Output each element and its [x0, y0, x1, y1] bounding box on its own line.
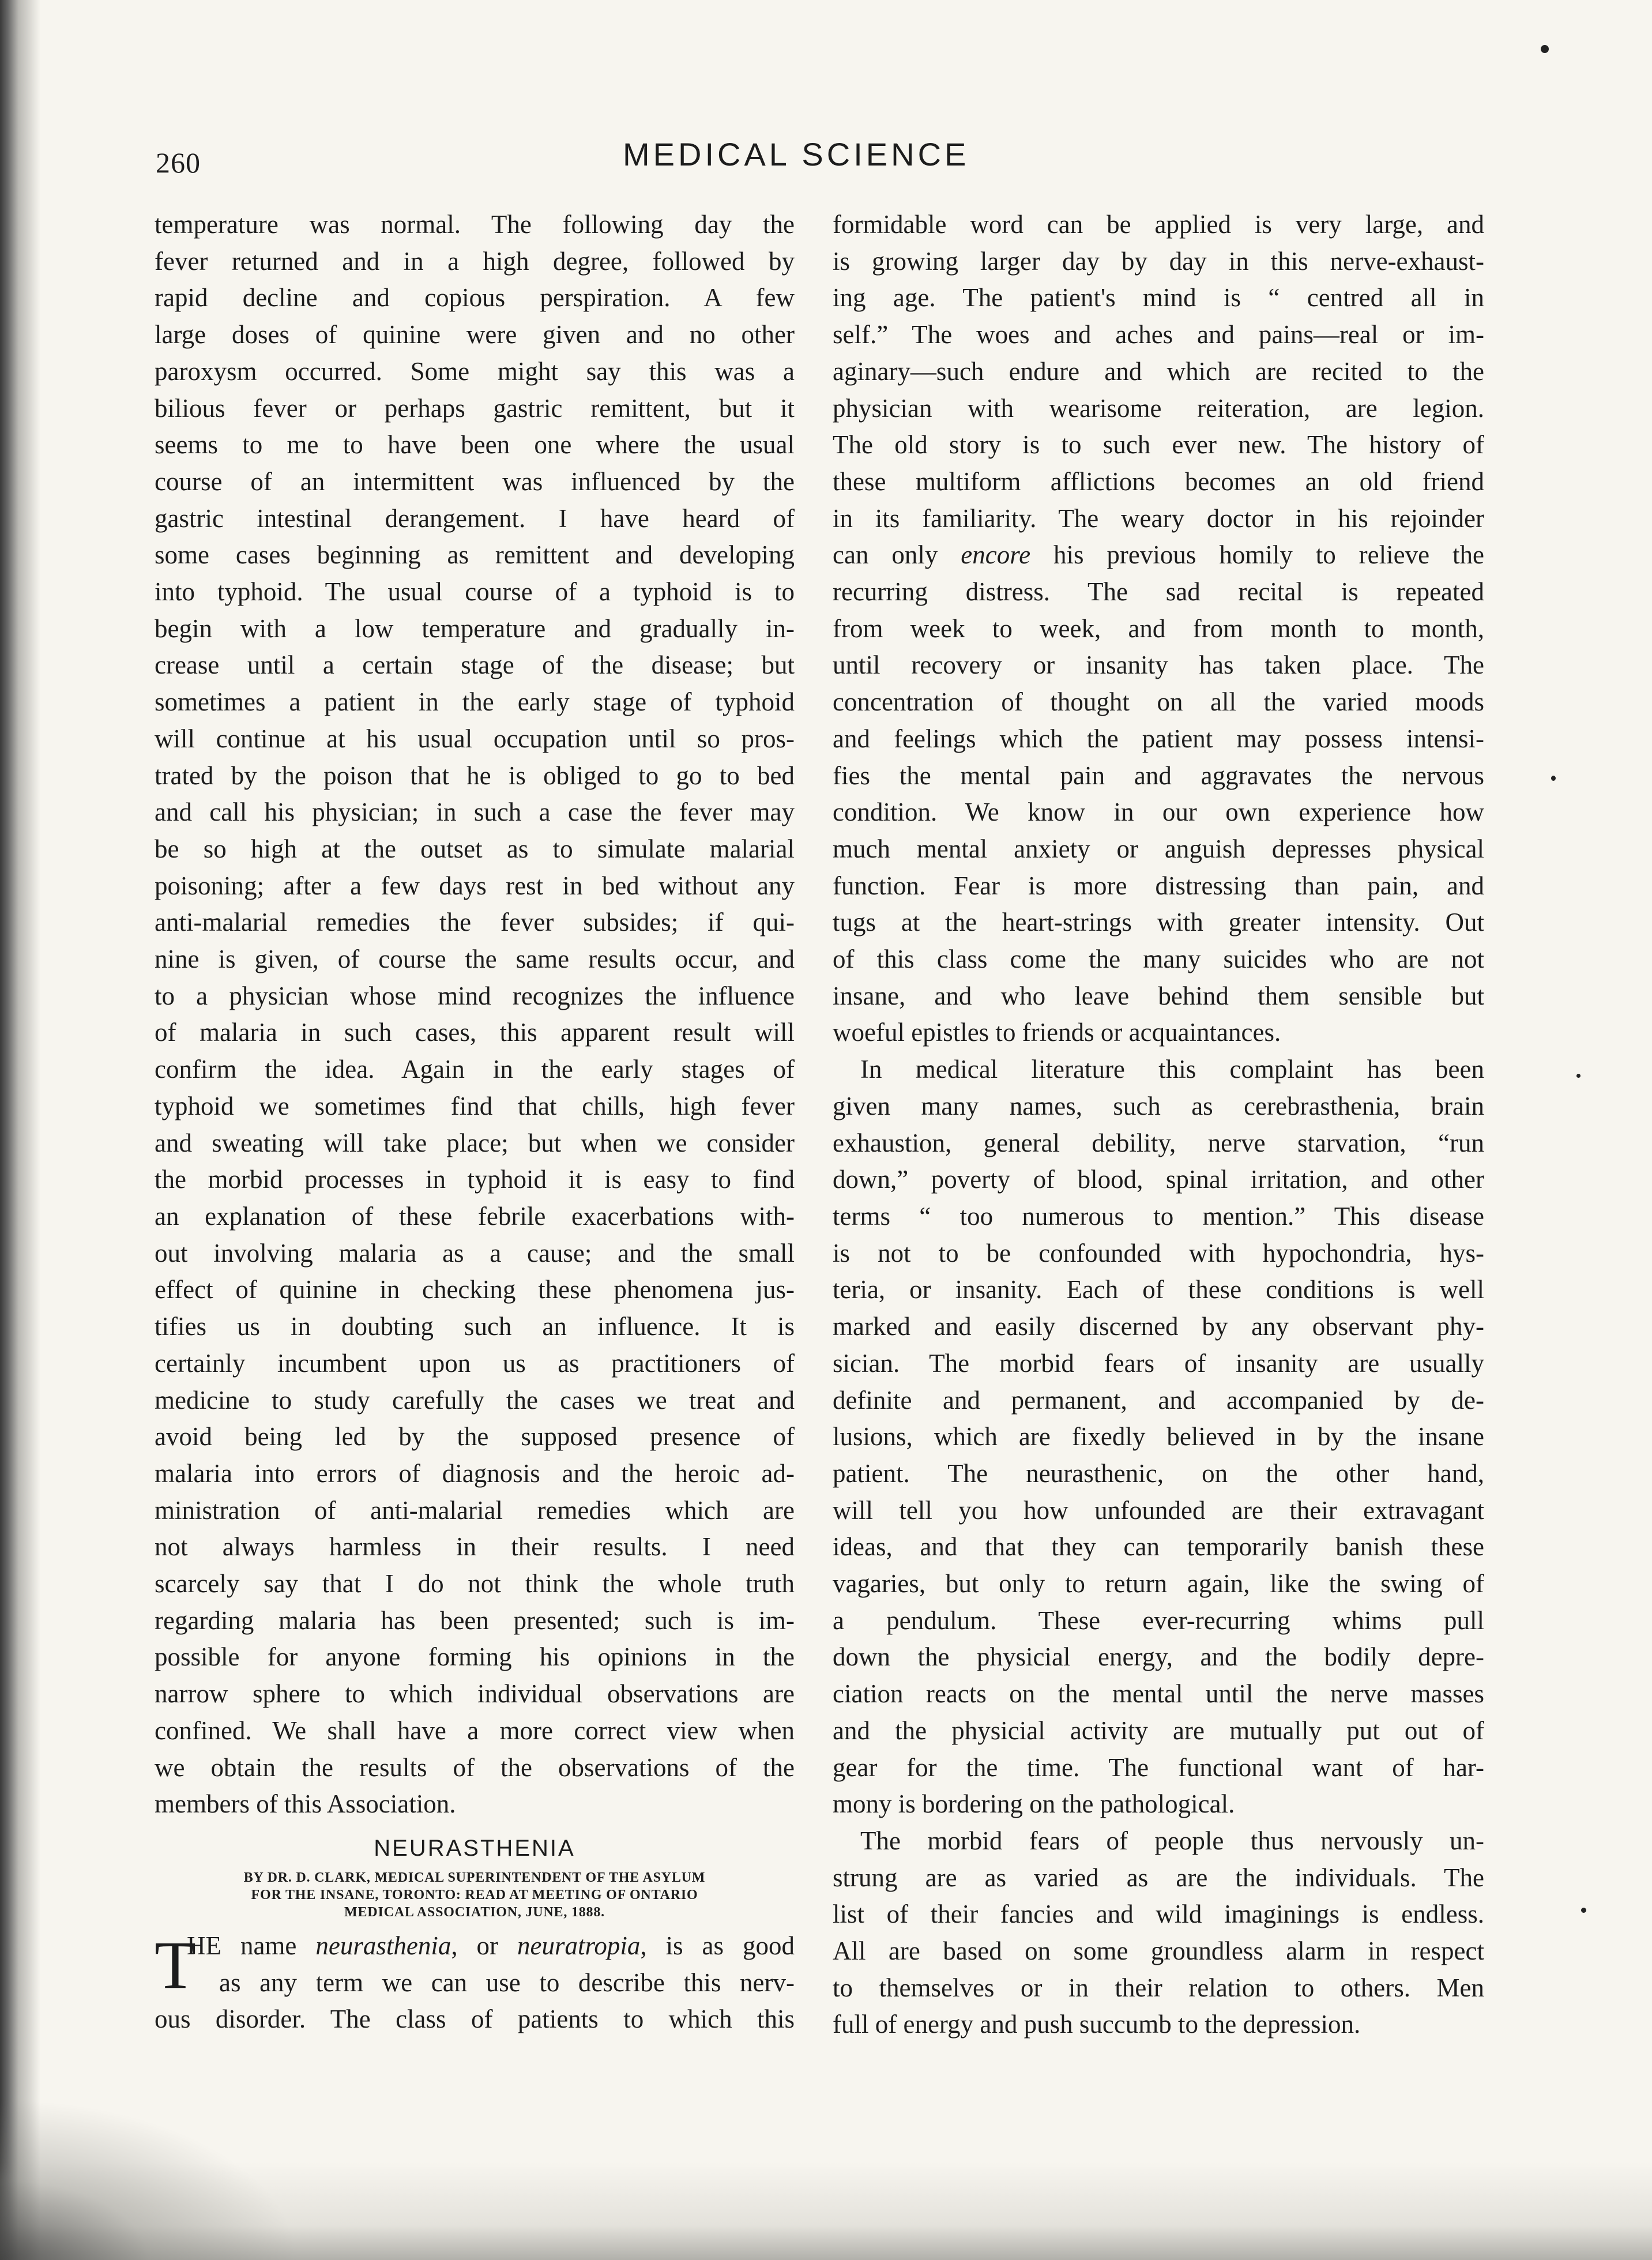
text-run: HE name: [187, 1931, 316, 1960]
speck: [1581, 1908, 1586, 1913]
journal-title: MEDICAL SCIENCE: [623, 136, 970, 172]
text-line: self.” The woes and aches and pains—real or im-: [833, 320, 1484, 349]
text-line: tugs at the heart-strings with greater intensity. Out: [833, 908, 1484, 937]
article-continuation: [155, 206, 795, 1823]
byline-line: BY DR. D. CLARK, MEDICAL SUPERINTENDENT OF THE ASYLUM: [243, 1870, 706, 1885]
text-line: formidable word can be applied is very large, and: [833, 210, 1484, 239]
text-line: the morbid processes in typhoid it is easy to find: [155, 1165, 795, 1194]
text-line: some cases beginning as remittent and developing: [155, 540, 795, 570]
text-line: typhoid we sometimes find that chills, high fever: [155, 1091, 795, 1120]
text-line: poisoning; after a few days rest in bed without any: [155, 871, 795, 900]
text-line: vagaries, but only to return again, like the swing of: [833, 1569, 1484, 1599]
text-line: definite and permanent, and accompanied by de-: [833, 1385, 1484, 1415]
text-line: confined. We shall have a more correct view when: [155, 1716, 795, 1745]
text-line: will tell you how unfounded are their extravagant: [833, 1495, 1484, 1525]
text-line: begin with a low temperature and gradually in-: [155, 614, 795, 643]
text-line: regarding malaria has been presented; such is im-: [155, 1605, 795, 1635]
text-line: insane, and who leave behind them sensible but: [833, 981, 1484, 1010]
byline-line: FOR THE INSANE, TORONTO: READ AT MEETING OF ONTARIO: [251, 1887, 698, 1902]
text-line: In medical literature this complaint has been: [860, 1055, 1484, 1084]
text-line: mony is bordering on the pathological.: [833, 1789, 1235, 1819]
term-neurasthenia: neurasthenia: [315, 1931, 451, 1960]
text-line: effect of quinine in checking these phenomena jus-: [155, 1275, 795, 1304]
text-line: and feelings which the patient may possess intensi-: [833, 724, 1484, 753]
text-line: medicine to study carefully the cases we treat and: [155, 1385, 795, 1415]
text-line: bilious fever or perhaps gastric remittent, but it: [155, 393, 795, 423]
text-line: will continue at his usual occupation until so pros-: [155, 724, 795, 753]
text-line: sometimes a patient in the early stage of typhoid: [155, 687, 795, 717]
text-line: terms “ too numerous to mention.” This disease: [833, 1201, 1484, 1231]
text-line: a pendulum. These ever-recurring whims pull: [833, 1605, 1484, 1635]
text-line: ciation reacts on the mental until the nerve masses: [833, 1679, 1484, 1709]
text-line: sician. The morbid fears of insanity are usually: [833, 1348, 1484, 1378]
text-line: malaria into errors of diagnosis and the heroic ad-: [155, 1458, 795, 1488]
text-line: physician with wearisome reiteration, are legion.: [833, 393, 1484, 423]
text-line: woeful epistles to friends or acquaintances.: [833, 1018, 1281, 1047]
text-line: lusions, which are fixedly believed in by the insane: [833, 1422, 1484, 1451]
text-line: teria, or insanity. Each of these conditions is well: [833, 1275, 1484, 1304]
text-line: is not to be confounded with hypochondria, hys-: [833, 1238, 1484, 1268]
text-line: is growing larger day by day in this nerve-exhaust-: [833, 246, 1484, 276]
text-line: out involving malaria as a cause; and the small: [155, 1238, 795, 1268]
scan-edge-left: [0, 0, 40, 2260]
text-line: concentration of thought on all the varied moods: [833, 687, 1484, 717]
text-line: and sweating will take place; but when we consider: [155, 1128, 795, 1157]
byline: [155, 1869, 795, 1921]
text-line: condition. We know in our own experience how: [833, 798, 1484, 827]
text-line: fever returned and in a high degree, followed by: [155, 246, 795, 276]
text-line: All are based on some groundless alarm in respect: [833, 1936, 1484, 1966]
text-line: The morbid fears of people thus nervously un-: [860, 1826, 1484, 1855]
text-line: aginary—such endure and which are recited to the: [833, 356, 1484, 386]
text-run: his previous homily to relieve the: [1030, 540, 1484, 570]
text-line: crease until a certain stage of the disease; but: [155, 650, 795, 680]
text-line: narrow sphere to which individual observations are: [155, 1679, 795, 1709]
text-line: nine is given, of course the same results occur, and: [155, 945, 795, 974]
section-title: NEURASTHENIA: [374, 1835, 575, 1861]
text-line: certainly incumbent upon us as practitioners of: [155, 1348, 795, 1378]
paragraph: [833, 206, 1484, 1051]
text-line: members of this Association.: [155, 1789, 456, 1819]
text-line: given many names, such as cerebrasthenia, brain: [833, 1091, 1484, 1120]
text-line: these multiform afflictions becomes an old friend: [833, 467, 1484, 496]
text-line: down the physicial energy, and the bodily depre-: [833, 1642, 1484, 1672]
text-line: patient. The neurasthenic, on the other hand,: [833, 1458, 1484, 1488]
text-line: to themselves or in their relation to others. Men: [833, 1973, 1484, 2002]
text-line: recurring distress. The sad recital is repeated: [833, 577, 1484, 607]
page-number: 260: [156, 146, 201, 179]
running-head: [156, 136, 1482, 182]
text-line: and call his physician; in such a case the fever may: [155, 798, 795, 827]
speck: [1541, 45, 1549, 53]
paragraph: [833, 1823, 1484, 2043]
speck: [1551, 776, 1556, 781]
text-line: list of their fancies and wild imaginings is endless.: [833, 1900, 1484, 1929]
text-line: large doses of quinine were given and no other: [155, 320, 795, 349]
text-line: strung are as varied as are the individuals. The: [833, 1863, 1484, 1892]
text-line: not always harmless in their results. I need: [155, 1532, 795, 1562]
text-line: [155, 1928, 795, 1965]
paragraph: [833, 1051, 1484, 1823]
text-line: down,” poverty of blood, spinal irritation, and other: [833, 1165, 1484, 1194]
text-line: marked and easily discerned by any observant phy-: [833, 1312, 1484, 1341]
text-line: we obtain the results of the observations of the: [155, 1753, 795, 1782]
text-line: ideas, and that they can temporarily banish these: [833, 1532, 1484, 1562]
text-line: confirm the idea. Again in the early stages of: [155, 1055, 795, 1084]
text-line: from week to week, and from month to month,: [833, 614, 1484, 643]
text-run: , is as good: [640, 1931, 795, 1960]
text-line: exhaustion, general debility, nerve starvation, “run: [833, 1128, 1484, 1157]
text-line: gear for the time. The functional want of har-: [833, 1753, 1484, 1782]
text-line: avoid being led by the supposed presence of: [155, 1422, 795, 1451]
drop-cap: T: [155, 1927, 197, 2003]
text-line: of malaria in such cases, this apparent result will: [155, 1018, 795, 1047]
text-line: gastric intestinal derangement. I have heard of: [155, 503, 795, 533]
term-neuratropia: neuratropia: [517, 1931, 641, 1960]
text-line: trated by the poison that he is obliged to go to bed: [155, 761, 795, 790]
text-line: much mental anxiety or anguish depresses physical: [833, 834, 1484, 863]
text-line: seems to me to have been one where the usual: [155, 430, 795, 460]
byline-line: MEDICAL ASSOCIATION, JUNE, 1888.: [344, 1904, 605, 1920]
text-line: rapid decline and copious perspiration. A few: [155, 283, 795, 313]
text-line: scarcely say that I do not think the whole truth: [155, 1569, 795, 1599]
text-line: ous disorder. The class of patients to which this: [155, 2005, 795, 2034]
text-line: be so high at the outset as to simulate malarial: [155, 834, 795, 863]
text-line: anti-malarial remedies the fever subsides; if qui-: [155, 908, 795, 937]
text-line: full of energy and push succumb to the depression.: [833, 2010, 1361, 2039]
text-line: The old story is to such ever new. The history of: [833, 430, 1484, 460]
text-line: [833, 537, 1484, 574]
text-line: course of an intermittent was influenced by the: [155, 467, 795, 496]
text-line: an explanation of these febrile exacerbations with-: [155, 1201, 795, 1231]
text-line: of this class come the many suicides who are not: [833, 945, 1484, 974]
scan-corner-smudge: [0, 2099, 300, 2260]
text-line: until recovery or insanity has taken place. The: [833, 650, 1484, 680]
article-opening: [155, 1928, 795, 2038]
text-run: , or: [451, 1931, 518, 1960]
text-line: into typhoid. The usual course of a typhoid is to: [155, 577, 795, 607]
text-line: function. Fear is more distressing than pain, and: [833, 871, 1484, 900]
text-line: ing age. The patient's mind is “ centred all in: [833, 283, 1484, 313]
left-column: [155, 206, 795, 2038]
text-line: as any term we can use to describe this nerv-: [219, 1968, 795, 1997]
term-encore: encore: [961, 540, 1031, 570]
text-line: to a physician whose mind recognizes the influence: [155, 981, 795, 1010]
text-run: can only: [833, 540, 961, 570]
text-line: temperature was normal. The following day the: [155, 210, 795, 239]
text-line: paroxysm occurred. Some might say this was a: [155, 356, 795, 386]
text-line: in its familiarity. The weary doctor in his rejoinder: [833, 503, 1484, 533]
speck: [1576, 1074, 1580, 1078]
text-line: and the physicial activity are mutually put out of: [833, 1716, 1484, 1745]
text-line: possible for anyone forming his opinions in the: [155, 1642, 795, 1672]
text-line: tifies us in doubting such an influence. It is: [155, 1312, 795, 1341]
right-column: [833, 206, 1484, 2043]
text-line: ministration of anti-malarial remedies which are: [155, 1495, 795, 1525]
text-line: fies the mental pain and aggravates the nervous: [833, 761, 1484, 790]
